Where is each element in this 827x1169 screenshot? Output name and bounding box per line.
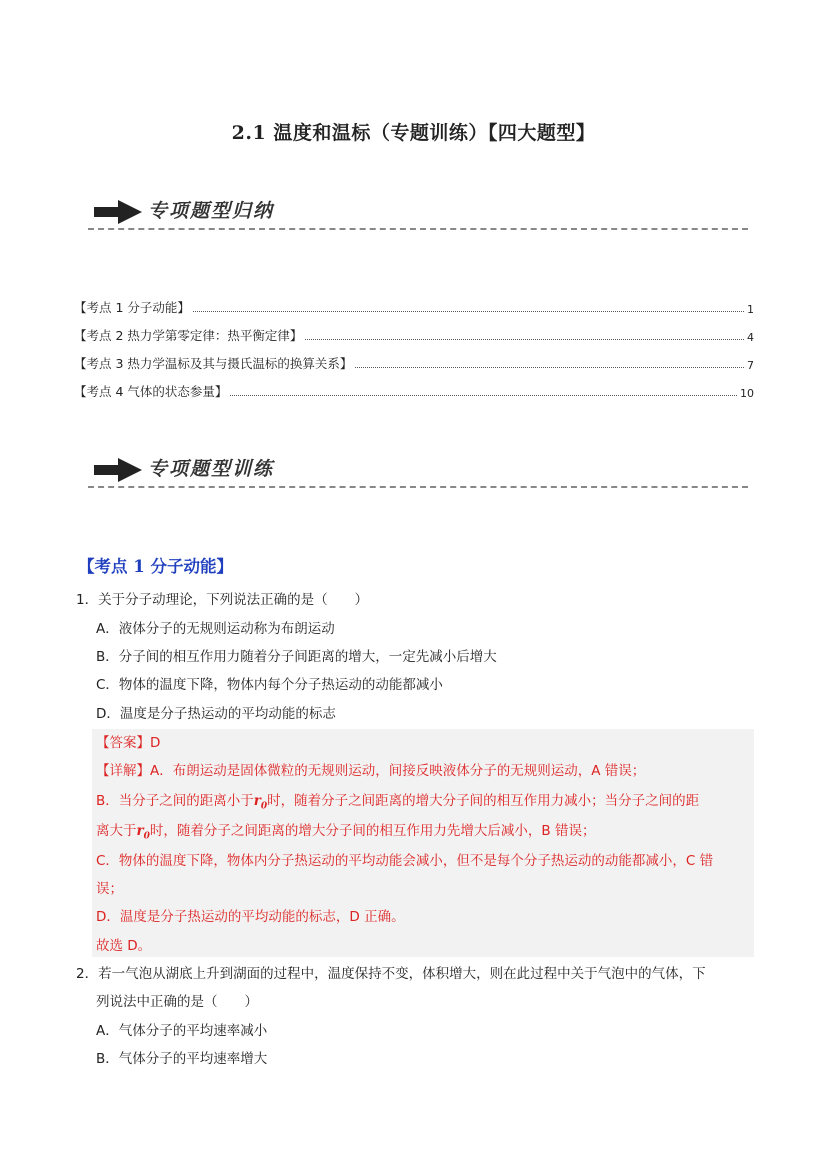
toc-label: 【考点 2 热力学第零定律：热平衡定律】: [74, 328, 303, 343]
toc-item[interactable]: [74, 352, 754, 372]
question-stem: 2．若一气泡从湖底上升到湖面的过程中，温度保持不变，体积增大，则在此过程中关于气泡中的气体，下: [76, 966, 706, 982]
question-stem: 1．关于分子动理论，下列说法正确的是（ ）: [76, 592, 369, 608]
detail-text: 时，随着分子之间距离的增大分子间的相互作用力先增大后减小，B 错误；: [149, 823, 596, 839]
detail-a: [96, 759, 645, 779]
arrow-right-icon: [94, 456, 144, 484]
option-b[interactable]: B．分子间的相互作用力随着分子间距离的增大，一定先减小后增大: [96, 649, 497, 665]
option-d[interactable]: D．温度是分子热运动的平均动能的标志: [96, 706, 336, 722]
option-a[interactable]: A．气体分子的平均速率减小: [96, 1023, 268, 1039]
answer-label: 【答案】: [96, 735, 150, 751]
toc-label: 【考点 1 分子动能】: [74, 300, 190, 315]
toc-label: 【考点 4 气体的状态参量】: [74, 384, 228, 399]
toc-page: 7: [747, 359, 754, 372]
toc-item[interactable]: [74, 296, 754, 316]
detail-text: A．布朗运动是固体微粒的无规则运动，间接反映液体分子的无规则运动，A 错误；: [150, 763, 646, 779]
detail-text: 时，随着分子之间距离的增大分子间的相互作用力减小；当分子之间的距: [267, 793, 700, 809]
banner-title: 专项题型归纳: [148, 200, 275, 222]
page-title: 2.1 温度和温标（专题训练）【四大题型】: [231, 122, 596, 144]
question-stem-cont: 列说法中正确的是（ ）: [96, 994, 258, 1010]
toc-label: 【考点 3 热力学温标及其与摄氏温标的换算关系】: [74, 356, 353, 371]
detail-c-line2: 误；: [96, 881, 123, 897]
toc-leader: [305, 339, 744, 340]
toc-leader: [355, 367, 744, 368]
toc-page: 10: [740, 387, 754, 400]
section-banner-summary: [88, 194, 748, 230]
option-a[interactable]: A．液体分子的无规则运动称为布朗运动: [96, 621, 335, 637]
toc-item[interactable]: [74, 380, 754, 400]
toc-page: 4: [747, 331, 754, 344]
section-banner-practice: [88, 452, 748, 488]
toc-leader: [230, 395, 737, 396]
answer-value: D: [150, 735, 161, 751]
detail-c-line1: C．物体的温度下降，物体内分子热运动的平均动能会减小，但不是每个分子热运动的动能都减小，C 错: [96, 853, 714, 869]
arrow-right-icon: [94, 198, 144, 226]
detail-label: 【详解】: [96, 763, 150, 779]
answer-line: [96, 731, 160, 751]
r0-symbol: $r_0$: [136, 823, 150, 842]
toc-item[interactable]: [74, 324, 754, 344]
detail-b-line1: [96, 789, 699, 812]
detail-text: 离大于: [96, 823, 137, 839]
detail-d: D．温度是分子热运动的平均动能的标志，D 正确。: [96, 909, 405, 925]
r0-symbol: $r_0$: [253, 793, 268, 812]
conclusion: 故选 D。: [96, 938, 152, 954]
detail-text: B．当分子之间的距离小于: [96, 793, 254, 809]
banner-divider: [88, 486, 748, 488]
toc-leader: [193, 311, 744, 312]
detail-b-line2: [96, 819, 595, 842]
option-c[interactable]: C．物体的温度下降，物体内每个分子热运动的动能都减小: [96, 677, 443, 693]
banner-divider: [88, 228, 748, 230]
section-heading: 【考点 1 分子动能】: [78, 557, 233, 576]
toc-page: 1: [747, 303, 754, 316]
option-b[interactable]: B．气体分子的平均速率增大: [96, 1051, 268, 1067]
banner-title: 专项题型训练: [148, 458, 275, 480]
